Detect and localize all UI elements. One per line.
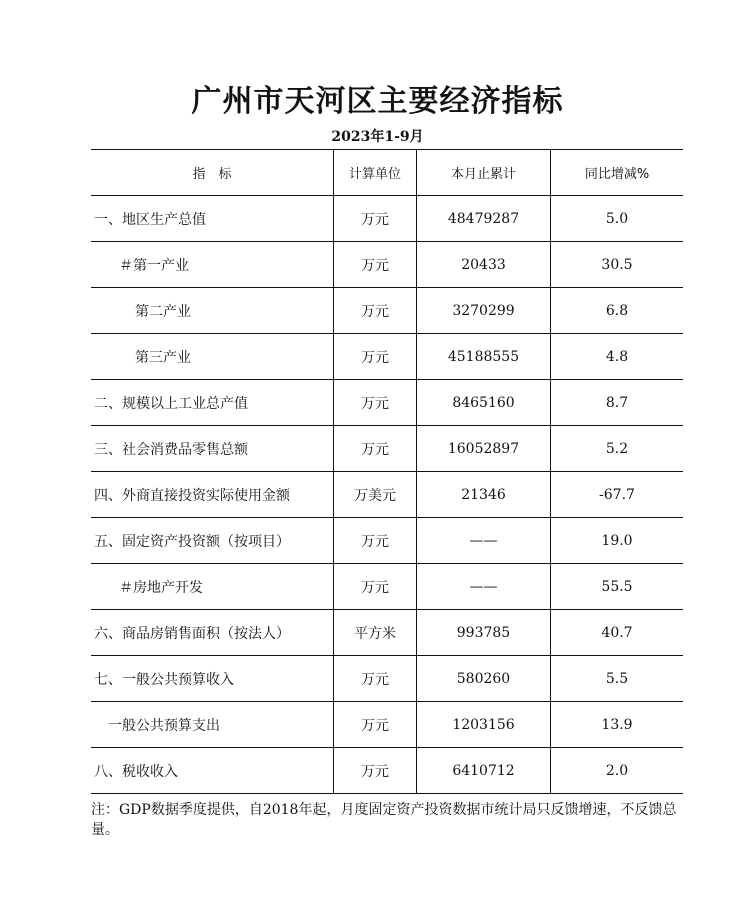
row-change: 8.7 — [551, 380, 684, 426]
row-value: 45188555 — [417, 334, 551, 380]
header-unit: 计算单位 — [334, 150, 417, 196]
row-change: 2.0 — [551, 748, 684, 794]
table-row — [91, 610, 683, 656]
indicator-table — [91, 149, 683, 794]
row-change: 19.0 — [551, 518, 684, 564]
row-value: 580260 — [417, 656, 551, 702]
row-value: 1203156 — [417, 702, 551, 748]
row-change: 5.0 — [551, 196, 684, 242]
table-row — [91, 242, 683, 288]
row-label: 三、社会消费品零售总额 — [91, 426, 334, 472]
table-row — [91, 564, 683, 610]
row-value: 20433 — [417, 242, 551, 288]
row-change: 13.9 — [551, 702, 684, 748]
row-change: -67.7 — [551, 472, 684, 518]
row-unit: 万元 — [334, 242, 417, 288]
row-label: 五、固定资产投资额（按项目） — [91, 518, 334, 564]
header-cumulative: 本月止累计 — [417, 150, 551, 196]
row-unit: 万元 — [334, 288, 417, 334]
table-row — [91, 472, 683, 518]
header-yoy-change: 同比增减% — [551, 150, 684, 196]
row-change: 4.8 — [551, 334, 684, 380]
row-label: ＃房地产开发 — [91, 564, 334, 610]
row-value: 48479287 — [417, 196, 551, 242]
table-row — [91, 334, 683, 380]
row-change: 55.5 — [551, 564, 684, 610]
table-header-row — [91, 150, 683, 196]
row-unit: 万元 — [334, 656, 417, 702]
header-indicator: 指 标 — [91, 150, 334, 196]
row-label: 八、税收收入 — [91, 748, 334, 794]
row-value: 21346 — [417, 472, 551, 518]
row-value: —— — [417, 564, 551, 610]
row-change: 30.5 — [551, 242, 684, 288]
row-value: 8465160 — [417, 380, 551, 426]
row-change: 6.8 — [551, 288, 684, 334]
row-unit: 万元 — [334, 334, 417, 380]
row-unit: 万元 — [334, 702, 417, 748]
row-value: 16052897 — [417, 426, 551, 472]
row-label: 一般公共预算支出 — [91, 702, 334, 748]
table-row — [91, 518, 683, 564]
footnote: 注：GDP数据季度提供，自2018年起，月度固定资产投资数据市统计局只反馈增速，不反馈总量。 — [91, 802, 677, 838]
row-unit: 万元 — [334, 564, 417, 610]
row-change: 5.2 — [551, 426, 684, 472]
report-period: 2023年1-9月 — [331, 129, 424, 145]
row-label: 二、规模以上工业总产值 — [91, 380, 334, 426]
row-change: 40.7 — [551, 610, 684, 656]
table-row — [91, 426, 683, 472]
row-label: 一、地区生产总值 — [91, 196, 334, 242]
row-value: —— — [417, 518, 551, 564]
row-unit: 万元 — [334, 426, 417, 472]
row-label: 六、商品房销售面积（按法人） — [91, 610, 334, 656]
row-label: 第二产业 — [91, 288, 334, 334]
table-row — [91, 702, 683, 748]
row-unit: 万元 — [334, 518, 417, 564]
row-unit: 平方米 — [334, 610, 417, 656]
row-unit: 万元 — [334, 196, 417, 242]
row-label: 七、一般公共预算收入 — [91, 656, 334, 702]
table-row — [91, 748, 683, 794]
table-row — [91, 656, 683, 702]
row-value: 993785 — [417, 610, 551, 656]
table-row — [91, 380, 683, 426]
row-unit: 万美元 — [334, 472, 417, 518]
row-label: 第三产业 — [91, 334, 334, 380]
table-row — [91, 196, 683, 242]
row-change: 5.5 — [551, 656, 684, 702]
row-label: ＃第一产业 — [91, 242, 334, 288]
row-label: 四、外商直接投资实际使用金额 — [91, 472, 334, 518]
table-row — [91, 288, 683, 334]
row-unit: 万元 — [334, 748, 417, 794]
row-value: 3270299 — [417, 288, 551, 334]
row-value: 6410712 — [417, 748, 551, 794]
row-unit: 万元 — [334, 380, 417, 426]
page-title: 广州市天河区主要经济指标 — [191, 84, 564, 119]
